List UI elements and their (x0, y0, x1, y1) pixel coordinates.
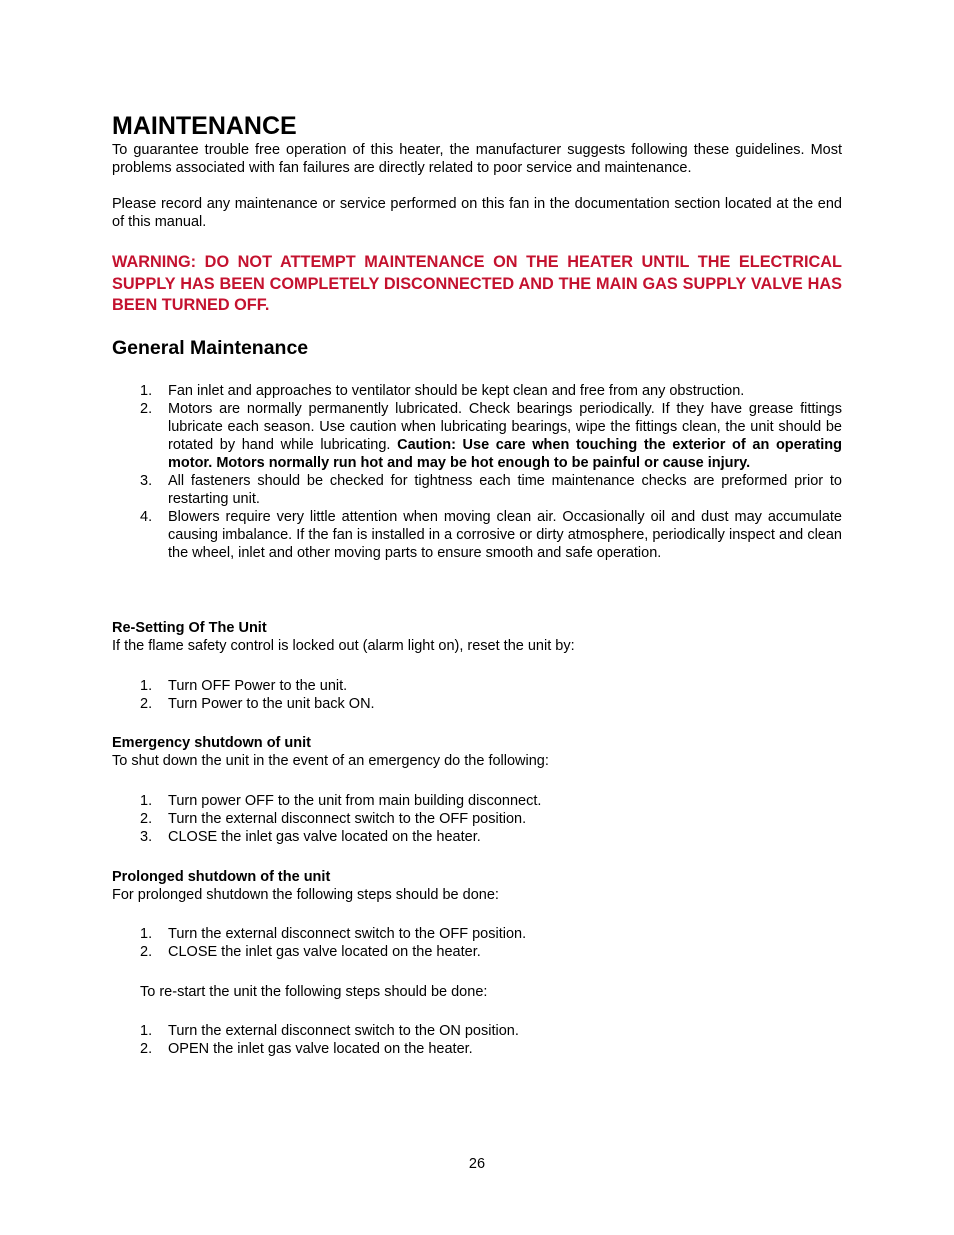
list-item (112, 943, 842, 961)
list-item (112, 400, 842, 472)
list-item (112, 792, 842, 810)
resetting-heading: Re-Setting Of The Unit (112, 620, 267, 636)
list-text: CLOSE the inlet gas valve located on the heater. (168, 829, 481, 845)
list-item (112, 382, 842, 400)
list-item (112, 810, 842, 828)
list-text: Turn the external disconnect switch to the OFF position. (168, 811, 527, 827)
list-number: 1. (140, 1023, 153, 1039)
list-item (112, 1022, 842, 1040)
warning-text: WARNING: DO NOT ATTEMPT MAINTENANCE ON THE HEATER UNTIL THE ELECTRICAL SUPPLY HAS BEEN COMPLETELY DISCONNECTED AND THE MAIN GAS SUPPLY VALVE HAS BEEN TURNED OFF. (112, 253, 842, 314)
list-number: 3. (140, 473, 153, 489)
prolonged-intro: For prolonged shutdown the following steps should be done: (112, 887, 499, 903)
page-number: 26 (468, 1156, 486, 1172)
list-item (112, 1040, 842, 1058)
list-number: 2. (140, 944, 153, 960)
page-title: MAINTENANCE (112, 112, 297, 140)
list-text: Turn Power to the unit back ON. (168, 696, 375, 712)
list-text: OPEN the inlet gas valve located on the heater. (168, 1041, 473, 1057)
intro-section (112, 141, 842, 231)
list-text: Turn the external disconnect switch to the ON position. (168, 1023, 519, 1039)
list-number: 3. (140, 829, 153, 845)
resetting-section (112, 619, 842, 713)
list-text: Turn OFF Power to the unit. (168, 678, 348, 694)
prolonged-section (112, 868, 842, 1058)
intro-paragraph-2: Please record any maintenance or service performed on this fan in the documentation section located at the end of this manual. (112, 196, 842, 230)
list-item (112, 508, 842, 562)
list-number: 1. (140, 678, 153, 694)
list-text: Turn power OFF to the unit from main building disconnect. (168, 793, 542, 809)
list-text: All fasteners should be checked for tightness each time maintenance checks are preformed prior to restarting unit. (168, 473, 842, 507)
list-number: 1. (140, 383, 153, 399)
general-maintenance-heading: General Maintenance (112, 337, 309, 359)
list-number: 1. (140, 793, 153, 809)
list-text: Blowers require very little attention when moving clean air. Occasionally oil and dust may accumulate causing imbalance. If the fan is installed in a corrosive or dirty atmosphere, periodically inspect and clean the wheel, inlet and other moving parts to ensure smooth and safe operation. (168, 509, 842, 561)
emergency-intro: To shut down the unit in the event of an emergency do the following: (112, 753, 549, 769)
list-item (112, 695, 842, 713)
list-item (112, 472, 842, 508)
list-text: Fan inlet and approaches to ventilator should be kept clean and free from any obstruction. (168, 383, 745, 399)
list-item (112, 677, 842, 695)
list-item (112, 828, 842, 846)
resetting-intro: If the flame safety control is locked out (alarm light on), reset the unit by: (112, 638, 575, 654)
list-text: Turn the external disconnect switch to the OFF position. (168, 926, 527, 942)
list-number: 2. (140, 811, 153, 827)
list-number: 4. (140, 509, 153, 525)
intro-paragraph-1: To guarantee trouble free operation of this heater, the manufacturer suggests following these guidelines. Most problems associated with fan failures are directly related to poor service and maintenance. (112, 142, 842, 176)
emergency-heading: Emergency shutdown of unit (112, 735, 311, 751)
list-number: 1. (140, 926, 153, 942)
emergency-section (112, 734, 842, 846)
list-number: 2. (140, 401, 153, 417)
general-maintenance-list (112, 382, 842, 562)
list-text: Motors are normally permanently lubricated. Check bearings periodically. If they have grease fittings lubricate each season. Use caution when lubricating bearings, wipe the fittings clean, the unit should be rotated by hand while lubricating. (168, 401, 842, 453)
list-item (112, 925, 842, 943)
prolonged-heading: Prolonged shutdown of the unit (112, 869, 331, 885)
caution-text: Caution: Use care when touching the exterior of an operating motor. Motors normally run hot and may be hot enough to be painful or cause injury. (168, 437, 843, 471)
list-text: CLOSE the inlet gas valve located on the heater. (168, 944, 481, 960)
restart-intro: To re-start the unit the following steps should be done: (140, 984, 488, 1000)
list-number: 2. (140, 1041, 153, 1057)
list-number: 2. (140, 696, 153, 712)
